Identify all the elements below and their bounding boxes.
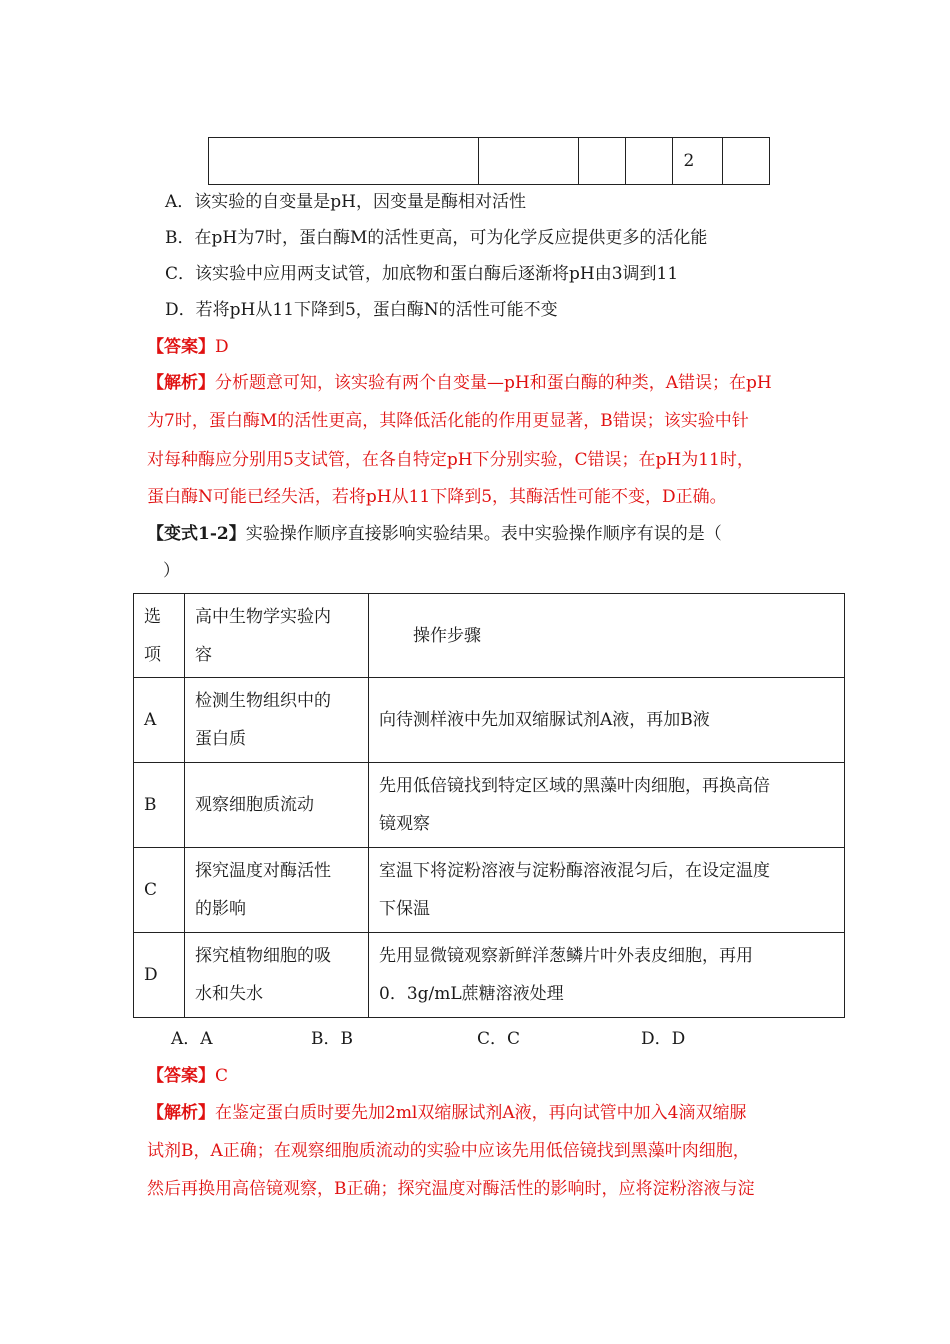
q1-option-d: D．若将pH从11下降到5，蛋白酶N的活性可能不变 <box>165 300 558 320</box>
q2-choice-b: B．B <box>311 1029 353 1049</box>
header-steps: 操作步骤 <box>369 594 845 678</box>
analysis-tag: 【解析】 <box>147 1103 215 1123</box>
q2-answer <box>147 1066 228 1086</box>
experiment-table <box>133 593 845 1018</box>
question-text: 实验操作顺序直接影响实验结果。表中实验操作顺序有误的是（ <box>245 524 722 544</box>
table-row <box>134 933 845 1018</box>
q1-option-a: A．该实验的自变量是pH，因变量是酶相对活性 <box>165 192 526 212</box>
header-content: 高中生物学实验内 容 <box>185 594 369 678</box>
row-step: 先用低倍镜找到特定区域的黑藻叶肉细胞，再换高倍 镜观察 <box>369 763 845 848</box>
table-cell <box>479 138 579 185</box>
analysis-text: 在鉴定蛋白质时要先加2ml双缩脲试剂A液，再向试管中加入4滴双缩脲 <box>215 1103 747 1123</box>
row-content: 探究温度对酶活性 的影响 <box>185 848 369 933</box>
row-step: 室温下将淀粉溶液与淀粉酶溶液混匀后，在设定温度 下保温 <box>369 848 845 933</box>
row-content: 探究植物细胞的吸 水和失水 <box>185 933 369 1018</box>
q1-analysis-line: 为7时，蛋白酶M的活性更高，其降低活化能的作用更显著，B错误；该实验中针 <box>147 411 749 431</box>
row-step: 先用显微镜观察新鲜洋葱鳞片叶外表皮细胞，再用 0．3g/mL蔗糖溶液处理 <box>369 933 845 1018</box>
row-option: D <box>134 933 185 1018</box>
answer-tag: 【答案】 <box>147 1066 215 1086</box>
q2-stem <box>147 524 722 544</box>
row-content: 检测生物组织中的 蛋白质 <box>185 678 369 763</box>
row-option: A <box>134 678 185 763</box>
header-option: 选 项 <box>134 594 185 678</box>
q1-analysis-line <box>147 373 772 393</box>
q2-analysis-line: 试剂B，A正确；在观察细胞质流动的实验中应该先用低倍镜找到黑藻叶肉细胞， <box>147 1141 750 1161</box>
row-option: C <box>134 848 185 933</box>
q1-analysis-line: 蛋白酶N可能已经失活，若将pH从11下降到5，其酶活性可能不变，D正确。 <box>147 487 727 507</box>
table-cell: 2 <box>673 138 722 185</box>
q2-choice-a: A．A <box>171 1029 213 1049</box>
table-header-row <box>134 594 845 678</box>
q1-option-c: C．该实验中应用两支试管，加底物和蛋白酶后逐渐将pH由3调到11 <box>165 264 679 284</box>
analysis-tag: 【解析】 <box>147 373 215 393</box>
table-cell <box>578 138 625 185</box>
table-cell <box>209 138 479 185</box>
answer-tag: 【答案】 <box>147 337 215 357</box>
answer-value: C <box>215 1066 229 1086</box>
row-step: 向待测样液中先加双缩脲试剂A液，再加B液 <box>369 678 845 763</box>
analysis-text: 分析题意可知，该实验有两个自变量—pH和蛋白酶的种类，A错误；在pH <box>215 373 772 393</box>
q2-stem-close: ） <box>163 561 180 581</box>
q1-analysis-line: 对每种酶应分别用5支试管，在各自特定pH下分别实验，C错误；在pH为11时， <box>147 450 754 470</box>
table-cell <box>626 138 673 185</box>
table-row <box>209 138 770 185</box>
row-option: B <box>134 763 185 848</box>
table-row <box>134 848 845 933</box>
question-tag: 【变式1-2】 <box>147 524 246 544</box>
top-partial-table <box>208 137 770 185</box>
answer-value: D <box>215 337 229 357</box>
q2-analysis-line <box>147 1103 746 1123</box>
table-cell <box>722 138 769 185</box>
table-row <box>134 763 845 848</box>
q2-choice-c: C．C <box>477 1029 521 1049</box>
q1-option-b: B．在pH为7时，蛋白酶M的活性更高，可为化学反应提供更多的活化能 <box>165 228 708 248</box>
table-row <box>134 678 845 763</box>
q2-analysis-line: 然后再换用高倍镜观察，B正确；探究温度对酶活性的影响时，应将淀粉溶液与淀 <box>147 1179 755 1199</box>
q1-answer <box>147 337 229 357</box>
row-content: 观察细胞质流动 <box>185 763 369 848</box>
q2-choice-d: D．D <box>641 1029 686 1049</box>
